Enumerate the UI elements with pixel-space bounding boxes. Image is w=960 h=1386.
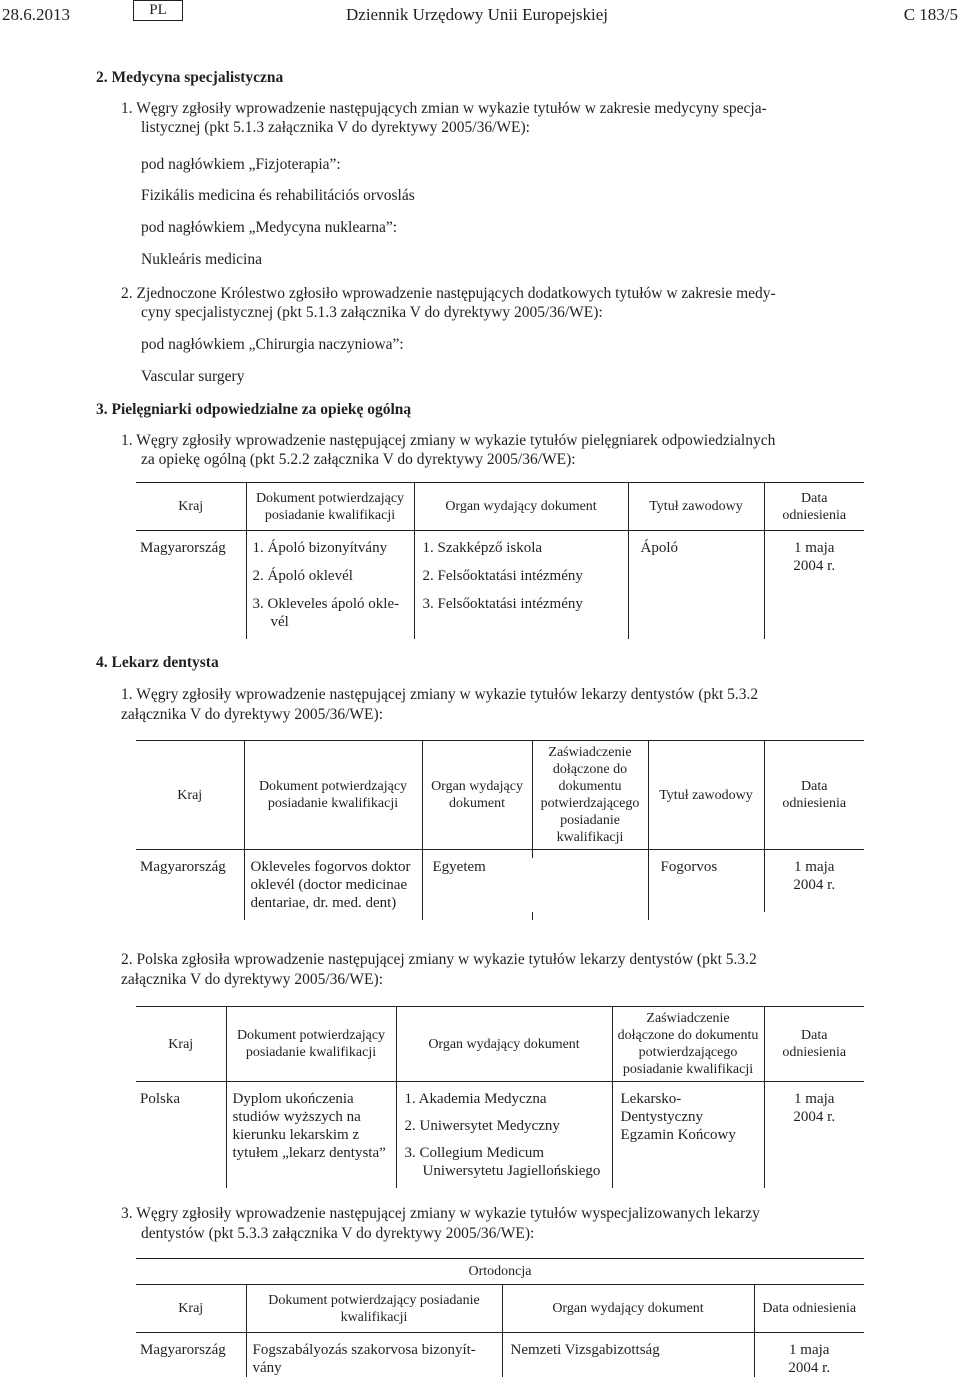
document-cell: Okleveles fogorvos doktor oklevél (doctor medicinae dentariae, dr. med. dent)	[244, 858, 422, 912]
organ-cell: Nemzeti Vizsgabizottság	[502, 1341, 754, 1377]
col-header-document: Dokument potwierdzający posiadanie kwalifikacji	[246, 1285, 502, 1333]
col-header-organ: Organ wydający dokument	[422, 741, 532, 850]
col-header-country: Kraj	[136, 483, 246, 531]
nurse-table	[136, 482, 864, 639]
col-header-document: Dokument potwierdzający posiadanie kwalifikacji	[226, 1007, 396, 1082]
table-row	[136, 858, 864, 912]
section-3-heading: 3. Pielęgniarki odpowiedzialne za opiekę ogólną	[96, 401, 412, 418]
col-header-date: Data odniesienia	[754, 1285, 864, 1333]
table-row	[136, 539, 864, 631]
col-header-country: Kraj	[136, 741, 244, 850]
certificate-cell: Lekarsko-Dentystyczny Egzamin Końcowy	[612, 1090, 764, 1180]
document-cell: 1. Ápoló bizonyítvány 2. Ápoló oklevél 3. Okleveles ápoló okle- vél	[246, 539, 414, 631]
country-cell: Magyarország	[140, 859, 226, 875]
col-header-organ: Organ wydający dokument	[396, 1007, 612, 1082]
s4-paragraph-1-line2: załącznika V do dyrektywy 2005/36/WE):	[121, 706, 383, 723]
organ-cell: 1. Szakképző iskola 2. Felsőoktatási intézmény 3. Felsőoktatási intézmény	[414, 539, 628, 631]
s3-paragraph-1-line2: za opiekę ogólną (pkt 5.2.2 załącznika V do dyrektywy 2005/36/WE):	[141, 451, 576, 468]
dentist-table-3	[136, 1258, 864, 1377]
language-badge: PL	[133, 0, 183, 21]
table-row	[136, 1341, 864, 1377]
s2-title-nuklearis: Nukleáris medicina	[141, 251, 262, 268]
s2-title-vascular: Vascular surgery	[141, 368, 245, 385]
dentist-table-1	[136, 740, 864, 920]
table-group-header: Ortodoncja	[136, 1259, 864, 1285]
section-2-heading: 2. Medycyna specjalistyczna	[96, 69, 284, 86]
title-cell: Fogorvos	[648, 858, 764, 912]
col-header-date: Data odniesienia	[764, 741, 864, 850]
organ-cell: 1. Akademia Medyczna 2. Uniwersytet Medyczny 3. Collegium Medicum Uniwersytetu Jagiellońskiego	[396, 1090, 612, 1180]
document-cell: Dyplom ukończenia studiów wyższych na kierunku lekarskim z tytułem „lekarz dentysta”	[226, 1090, 396, 1180]
s4-paragraph-3-line1: 3. Węgry zgłosiły wprowadzenie następującej zmiany w wykazie tytułów wyspecjalizowanych lekarzy	[121, 1205, 760, 1222]
col-header-title: Tytuł zawodowy	[648, 741, 764, 850]
col-header-title: Tytuł zawodowy	[628, 483, 764, 531]
s2-paragraph-2-line1: 2. Zjednoczone Królestwo zgłosiło wprowadzenie następujących dodatkowych tytułów w zakresie medy-	[121, 285, 776, 302]
header-date: 28.6.2013	[2, 5, 70, 24]
col-header-organ: Organ wydający dokument	[502, 1285, 754, 1333]
table-row	[136, 1090, 864, 1180]
organ-cell: Egyetem	[422, 858, 648, 912]
country-cell: Magyarország	[140, 1342, 226, 1358]
country-cell: Magyarország	[140, 540, 226, 556]
s2-paragraph-1-line1: 1. Węgry zgłosiły wprowadzenie następujących zmian w wykazie tytułów w zakresie medycyny specja-	[121, 100, 767, 117]
date-cell: 1 maja 2004 r.	[764, 539, 864, 631]
s4-paragraph-3-line2: dentystów (pkt 5.3.3 załącznika V do dyrektywy 2005/36/WE):	[141, 1225, 535, 1242]
journal-title: Dziennik Urzędowy Unii Europejskiej	[346, 5, 609, 24]
s4-paragraph-1-line1: 1. Węgry zgłosiły wprowadzenie następującej zmiany w wykazie tytułów lekarzy dentystów (pkt 5.3.2	[121, 686, 759, 703]
col-header-document: Dokument potwierdzający posiadanie kwalifikacji	[244, 741, 422, 850]
col-header-date: Data odniesienia	[764, 483, 864, 531]
s4-paragraph-2-line2: załącznika V do dyrektywy 2005/36/WE):	[121, 971, 383, 988]
dentist-table-2	[136, 1006, 864, 1188]
s2-paragraph-1-line2: listycznej (pkt 5.1.3 załącznika V do dyrektywy 2005/36/WE):	[141, 119, 530, 136]
col-header-organ: Organ wydający dokument	[414, 483, 628, 531]
s4-paragraph-2-line1: 2. Polska zgłosiła wprowadzenie następującej zmiany w wykazie tytułów lekarzy dentystów (pkt 5.3.2	[121, 951, 757, 968]
s2-paragraph-2-line2: cyny specjalistycznej (pkt 5.1.3 załącznika V do dyrektywy 2005/36/WE):	[141, 304, 603, 321]
page-number: C 183/5	[903, 5, 958, 24]
col-header-date: Data odniesienia	[764, 1007, 864, 1082]
section-4-heading: 4. Lekarz dentysta	[96, 654, 219, 671]
s3-paragraph-1-line1: 1. Węgry zgłosiły wprowadzenie następującej zmiany w wykazie tytułów pielęgniarek odpowiedzialnych	[121, 432, 776, 449]
document-cell: Fogszabályozás szakorvosa bizonyít- vány	[246, 1341, 502, 1377]
col-header-certificate: Zaświadczenie dołączone do dokumentu potwierdzającego posiadanie kwalifikacji	[532, 741, 648, 850]
date-cell: 1 maja 2004 r.	[764, 858, 864, 912]
s2-heading-nuklearna: pod nagłówkiem „Medycyna nuklearna”:	[141, 219, 398, 236]
col-header-country: Kraj	[136, 1007, 226, 1082]
col-header-document: Dokument potwierdzający posiadanie kwalifikacji	[246, 483, 414, 531]
page-header	[0, 0, 960, 36]
col-header-country: Kraj	[136, 1285, 246, 1333]
s2-title-fizikalis: Fizikális medicina és rehabilitációs orvoslás	[141, 187, 415, 204]
col-header-certificate: Zaświadczenie dołączone do dokumentu potwierdzającego posiadanie kwalifikacji	[612, 1007, 764, 1082]
date-cell: 1 maja 2004 r.	[754, 1341, 864, 1377]
s2-heading-fizjoterapia: pod nagłówkiem „Fizjoterapia”:	[141, 156, 341, 173]
s2-heading-chirurgia: pod nagłówkiem „Chirurgia naczyniowa”:	[141, 336, 404, 353]
date-cell: 1 maja 2004 r.	[764, 1090, 864, 1180]
country-cell: Polska	[140, 1091, 181, 1107]
title-cell: Ápoló	[628, 539, 764, 631]
